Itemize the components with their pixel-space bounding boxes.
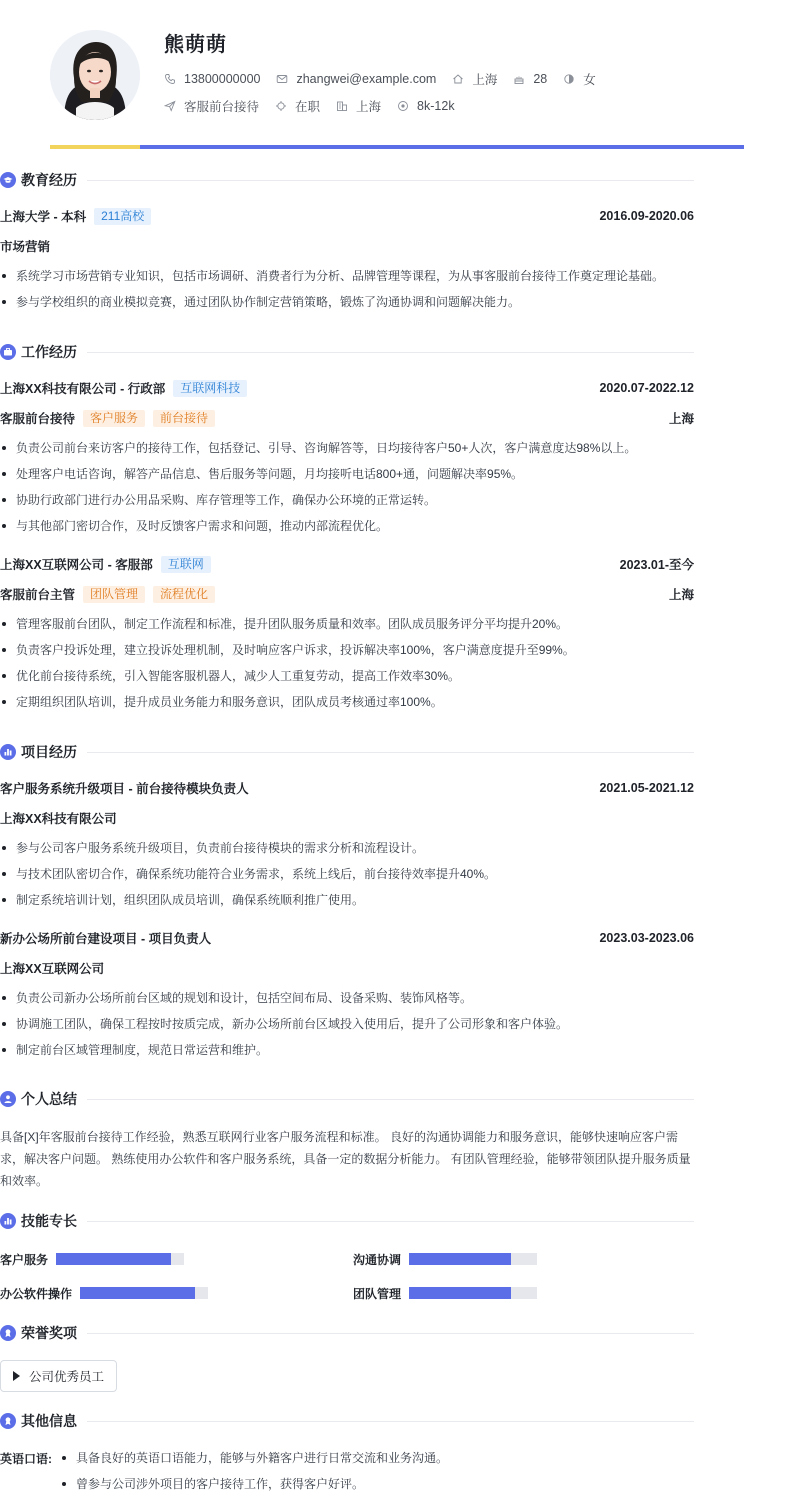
project-header-row bbox=[0, 929, 694, 947]
list-item: 协助行政部门进行办公用品采购、库存管理等工作，确保办公环境的正常运转。 bbox=[0, 491, 694, 517]
education-header-row bbox=[0, 207, 694, 225]
skill-bar-track bbox=[409, 1253, 537, 1265]
avatar bbox=[50, 30, 140, 120]
position-row bbox=[0, 409, 694, 427]
gender-icon bbox=[563, 73, 575, 85]
section-education bbox=[0, 170, 694, 190]
target-job-text: 客服前台接待 bbox=[184, 100, 260, 114]
project-company-row bbox=[0, 809, 694, 827]
status-text: 在职 bbox=[295, 100, 321, 114]
work-header-row bbox=[0, 555, 694, 573]
phone-item bbox=[164, 72, 260, 86]
bar-chart-icon bbox=[0, 1213, 16, 1229]
skill-bar-track bbox=[56, 1253, 184, 1265]
project-bullets bbox=[0, 839, 694, 917]
skill-item bbox=[353, 1251, 537, 1267]
section-title: 项目经历 bbox=[21, 744, 77, 760]
project-company: 上海XX科技有限公司 bbox=[0, 812, 117, 826]
graduation-cap-icon bbox=[0, 172, 16, 188]
major-name: 市场营销 bbox=[0, 240, 51, 254]
bar-chart-icon bbox=[0, 744, 16, 760]
user-icon bbox=[0, 1091, 16, 1107]
position-name: 客服前台接待 bbox=[0, 412, 76, 426]
work-header-row bbox=[0, 379, 694, 397]
company-name: 上海XX科技有限公司 - 行政部 bbox=[0, 382, 166, 396]
target-city-item bbox=[336, 97, 381, 115]
section-other bbox=[0, 1411, 694, 1431]
gender-item bbox=[563, 70, 596, 88]
work-city: 上海 bbox=[668, 588, 694, 602]
list-item: 曾参与公司涉外项目的客户接待工作，获得客户好评。 bbox=[60, 1475, 694, 1501]
project-date: 2023.03-2023.06 bbox=[599, 931, 694, 945]
salary-text: 8k-12k bbox=[417, 99, 455, 113]
skill-bar-track bbox=[80, 1287, 208, 1299]
work-city: 上海 bbox=[668, 412, 694, 426]
section-title: 教育经历 bbox=[21, 172, 77, 188]
briefcase-icon bbox=[0, 344, 16, 360]
list-item: 与其他部门密切合作，及时反馈客户需求和问题，推动内部流程优化。 bbox=[0, 517, 694, 543]
section-projects bbox=[0, 742, 694, 762]
home-icon bbox=[452, 73, 464, 85]
status-item bbox=[275, 97, 320, 115]
industry-tag: 互联网科技 bbox=[173, 380, 247, 397]
status-icon bbox=[275, 100, 287, 112]
industry-tag: 互联网 bbox=[161, 556, 211, 573]
section-divider bbox=[87, 1221, 694, 1222]
skill-item bbox=[0, 1251, 184, 1267]
project-date: 2021.05-2021.12 bbox=[599, 781, 694, 795]
target-job-item bbox=[164, 97, 259, 115]
list-item: 参与公司客户服务系统升级项目，负责前台接待模块的需求分析和流程设计。 bbox=[0, 839, 694, 865]
skill-name: 沟通协调 bbox=[353, 1252, 402, 1267]
summary-line: 和效率。 bbox=[0, 1174, 49, 1188]
skill-bar-fill bbox=[409, 1253, 511, 1265]
mail-icon bbox=[276, 73, 288, 85]
project-title: 客户服务系统升级项目 - 前台接待模块负责人 bbox=[0, 782, 249, 796]
list-item: 具备良好的英语口语能力，能够与外籍客户进行日常交流和业务沟通。 bbox=[60, 1449, 694, 1475]
salary-item bbox=[397, 99, 455, 113]
section-title: 荣誉奖项 bbox=[21, 1325, 77, 1341]
project-company-row bbox=[0, 959, 694, 977]
list-item: 负责客户投诉处理，建立投诉处理机制，及时响应客户诉求，投诉解决率100%，客户满意度提升至99%。 bbox=[0, 641, 694, 667]
cake-icon bbox=[513, 73, 525, 85]
list-item: 制定系统培训计划，组织团队成员培训，确保系统顺利推广使用。 bbox=[0, 891, 694, 917]
salary-icon bbox=[397, 100, 409, 112]
section-divider bbox=[87, 352, 694, 353]
skill-tag: 团队管理 bbox=[83, 586, 145, 603]
school-name: 上海大学 - 本科 bbox=[0, 210, 87, 224]
work-date: 2020.07-2022.12 bbox=[599, 381, 694, 395]
section-work bbox=[0, 342, 694, 362]
send-icon bbox=[164, 100, 176, 112]
list-item: 协调施工团队，确保工程按时按质完成，新办公场所前台区域投入使用后，提升了公司形象和客户体验。 bbox=[0, 1015, 694, 1041]
other-label: 英语口语: bbox=[0, 1452, 52, 1466]
list-item: 与技术团队密切合作，确保系统功能符合业务需求，系统上线后，前台接待效率提升40%。 bbox=[0, 865, 694, 891]
list-item: 负责公司前台来访客户的接待工作，包括登记、引导、咨询解答等，日均接待客户50+人次，客户满意度达98%以上。 bbox=[0, 439, 694, 465]
age-item bbox=[513, 72, 547, 86]
list-item: 处理客户电话咨询，解答产品信息、售后服务等问题，月均接听电话800+通，问题解决率95%。 bbox=[0, 465, 694, 491]
phone-icon bbox=[164, 73, 176, 85]
skill-tag: 前台接待 bbox=[153, 410, 215, 427]
company-name: 上海XX互联网公司 - 客服部 bbox=[0, 558, 153, 572]
award-badge bbox=[0, 1360, 117, 1392]
section-divider bbox=[87, 1333, 694, 1334]
list-item: 定期组织团队培训，提升成员业务能力和服务意识，团队成员考核通过率100%。 bbox=[0, 693, 694, 719]
position-name: 客服前台主管 bbox=[0, 588, 76, 602]
project-title: 新办公场所前台建设项目 - 项目负责人 bbox=[0, 932, 212, 946]
building-icon bbox=[336, 100, 348, 112]
education-date: 2016.09-2020.06 bbox=[599, 209, 694, 223]
gender-text: 女 bbox=[583, 73, 596, 87]
list-item: 管理客服前台团队，制定工作流程和标准，提升团队服务质量和效率。团队成员服务评分平均提升20%。 bbox=[0, 615, 694, 641]
header-accent-yellow bbox=[50, 145, 140, 149]
skill-bar-track bbox=[409, 1287, 537, 1299]
list-item: 参与学校组织的商业模拟竞赛，通过团队协作制定营销策略，锻炼了沟通协调和问题解决能力。 bbox=[0, 293, 694, 319]
skill-bar-fill bbox=[409, 1287, 511, 1299]
award-icon bbox=[0, 1413, 16, 1429]
contact-info-row bbox=[164, 70, 612, 88]
award-name: 公司优秀员工 bbox=[29, 1370, 105, 1384]
position-row bbox=[0, 585, 694, 603]
skill-name: 团队管理 bbox=[353, 1286, 402, 1301]
skill-bar-fill bbox=[56, 1253, 171, 1265]
section-title: 技能专长 bbox=[21, 1213, 77, 1229]
section-divider bbox=[87, 180, 694, 181]
award-icon bbox=[0, 1325, 16, 1341]
section-divider bbox=[87, 752, 694, 753]
email-text: zhangwei@example.com bbox=[296, 72, 437, 86]
section-title: 工作经历 bbox=[21, 344, 77, 360]
list-item: 制定前台区域管理制度，规范日常运营和维护。 bbox=[0, 1041, 694, 1067]
project-bullets bbox=[0, 989, 694, 1067]
summary-line: 求，解决客户问题。 熟练使用办公软件和客户服务系统，具备一定的数据分析能力。 有团队管理经验，能够带领团队提升服务质量 bbox=[0, 1152, 691, 1166]
resume-header bbox=[50, 0, 744, 146]
summary-text bbox=[0, 1126, 694, 1192]
project-header-row bbox=[0, 779, 694, 797]
skill-item bbox=[0, 1285, 208, 1301]
skill-tag: 流程优化 bbox=[153, 586, 215, 603]
skill-name: 客户服务 bbox=[0, 1252, 49, 1267]
section-divider bbox=[87, 1099, 694, 1100]
section-awards bbox=[0, 1323, 694, 1343]
list-item: 系统学习市场营销专业知识，包括市场调研、消费者行为分析、品牌管理等课程，为从事客服前台接待工作奠定理论基础。 bbox=[0, 267, 694, 293]
play-icon bbox=[13, 1371, 20, 1381]
skill-name: 办公软件操作 bbox=[0, 1286, 73, 1301]
section-divider bbox=[87, 1421, 694, 1422]
location-text: 上海 bbox=[472, 73, 498, 87]
summary-line: 具备[X]年客服前台接待工作经验，熟悉互联网行业客户服务流程和标准。 良好的沟通协调能力和服务意识，能够快速响应客户需 bbox=[0, 1130, 679, 1144]
age-text: 28 bbox=[533, 72, 548, 86]
list-item: 负责公司新办公场所前台区域的规划和设计，包括空间布局、设备采购、装饰风格等。 bbox=[0, 989, 694, 1015]
section-summary bbox=[0, 1089, 694, 1109]
work-bullets bbox=[0, 615, 694, 719]
email-item bbox=[276, 72, 436, 86]
location-item bbox=[452, 70, 497, 88]
target-city-text: 上海 bbox=[356, 100, 382, 114]
skill-tag: 客户服务 bbox=[83, 410, 145, 427]
candidate-name: 熊萌萌 bbox=[164, 34, 227, 56]
major-row bbox=[0, 237, 694, 255]
project-company: 上海XX互联网公司 bbox=[0, 962, 105, 976]
job-info-row bbox=[164, 97, 471, 115]
school-tag: 211高校 bbox=[94, 208, 151, 225]
education-bullets bbox=[0, 267, 694, 319]
header-accent-bar bbox=[50, 145, 744, 149]
list-item: 优化前台接待系统，引入智能客服机器人，减少人工重复劳动，提高工作效率30%。 bbox=[0, 667, 694, 693]
section-skills bbox=[0, 1211, 694, 1231]
section-title: 个人总结 bbox=[21, 1091, 77, 1107]
work-date: 2023.01-至今 bbox=[619, 558, 694, 572]
section-title: 其他信息 bbox=[21, 1413, 77, 1429]
other-bullets bbox=[60, 1449, 694, 1501]
work-bullets bbox=[0, 439, 694, 543]
phone-text: 13800000000 bbox=[184, 72, 261, 86]
skill-item bbox=[353, 1285, 537, 1301]
skill-bar-fill bbox=[80, 1287, 195, 1299]
